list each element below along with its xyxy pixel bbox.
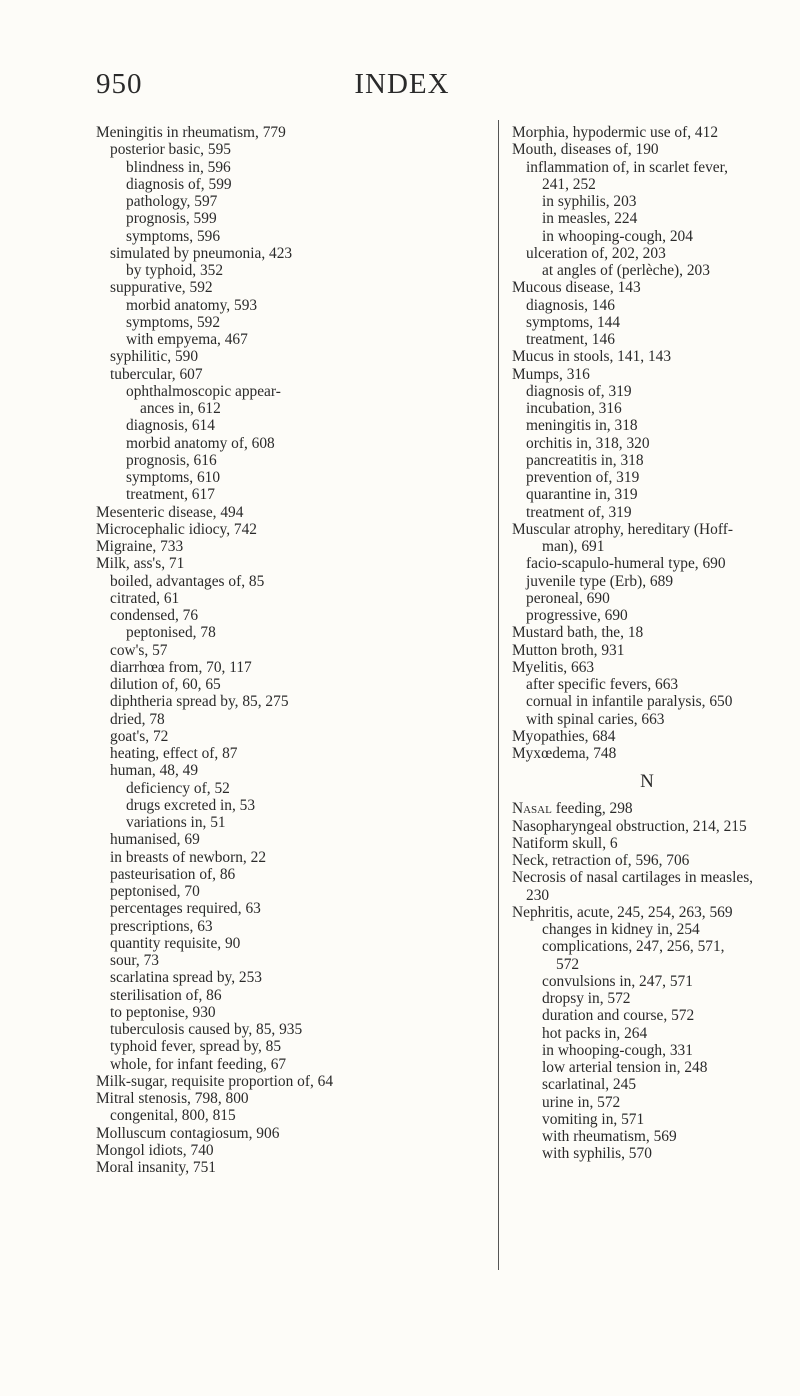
index-subentry: by typhoid, 352 (126, 262, 224, 279)
index-subentry: changes in kidney in, 254 (542, 921, 700, 938)
index-subentry: boiled, advantages of, 85 (110, 572, 265, 590)
index-subentry: to peptonise, 930 (110, 1003, 216, 1021)
index-subentry: diagnosis, 146 (526, 296, 615, 314)
index-subentry: prevention of, 319 (526, 469, 640, 486)
index-column-left (96, 124, 482, 1176)
index-subentry: in whooping-cough, 204 (542, 227, 693, 245)
index-subentry: ophthalmoscopic appear- (126, 382, 281, 400)
index-subentry: peptonised, 70 (110, 883, 200, 900)
index-entry: Mumps, 316 (512, 365, 590, 383)
index-entry: Nasopharyngeal obstruction, 214, 215 (512, 817, 747, 835)
index-subentry: ances in, 612 (140, 400, 221, 417)
index-subentry: simulated by pneumonia, 423 (110, 244, 293, 262)
index-entry: Microcephalic idiocy, 742 (96, 520, 257, 538)
index-subentry: cow's, 57 (110, 641, 168, 659)
index-subentry: sterilisation of, 86 (110, 986, 222, 1004)
index-entry (512, 800, 782, 817)
index-subentry: prescriptions, 63 (110, 917, 213, 935)
index-entry: Nephritis, acute, 245, 254, 263, 569 (512, 903, 733, 921)
index-entry: Mucus in stools, 141, 143 (512, 348, 672, 366)
index-subentry: dried, 78 (110, 710, 165, 728)
column-divider (498, 120, 499, 1270)
index-subentry: at angles of (perlèche), 203 (542, 262, 710, 279)
index-entry: Myelitis, 663 (512, 658, 595, 676)
index-subentry: ulceration of, 202, 203 (526, 244, 666, 262)
index-subentry: variations in, 51 (126, 814, 226, 831)
index-entry: Meningitis in rheumatism, 779 (96, 124, 286, 141)
index-subentry: peptonised, 78 (126, 624, 216, 642)
index-subentry: with spinal caries, 663 (526, 710, 665, 728)
index-entry: Mutton broth, 931 (512, 641, 625, 659)
index-subentry: drugs excreted in, 53 (126, 796, 256, 814)
index-subentry: percentages required, 63 (110, 900, 261, 918)
index-subentry: 572 (556, 955, 580, 973)
index-entry: Necrosis of nasal cartilages in measles, (512, 869, 754, 887)
index-subentry: quantity requisite, 90 (110, 934, 241, 952)
index-entry: Milk-sugar, requisite proportion of, 64 (96, 1072, 334, 1090)
index-subentry: diagnosis of, 599 (126, 175, 232, 193)
index-subentry: pathology, 597 (126, 193, 218, 210)
index-subentry: urine in, 572 (542, 1093, 621, 1111)
index-subentry: citrated, 61 (110, 589, 180, 607)
index-subentry: whole, for infant feeding, 67 (110, 1055, 287, 1073)
index-subentry: pasteurisation of, 86 (110, 865, 236, 883)
index-subentry: sour, 73 (110, 952, 159, 969)
index-entry: Milk, ass's, 71 (96, 555, 185, 573)
index-subentry: hot packs in, 264 (542, 1024, 648, 1042)
index-entry: Mustard bath, the, 18 (512, 624, 644, 642)
index-subentry: symptoms, 610 (126, 469, 221, 486)
index-entry: Muscular atrophy, hereditary (Hoff- (512, 520, 733, 538)
index-subentry: after specific fevers, 663 (526, 676, 679, 693)
index-subentry: diagnosis, 614 (126, 417, 215, 435)
index-subentry: treatment of, 319 (526, 503, 632, 521)
index-subentry: typhoid fever, spread by, 85 (110, 1038, 282, 1056)
index-subentry: scarlatinal, 245 (542, 1076, 637, 1094)
index-subentry: in syphilis, 203 (542, 193, 637, 210)
index-subentry: quarantine in, 319 (526, 486, 638, 504)
index-subentry: with rheumatism, 569 (542, 1128, 677, 1145)
index-subentry: juvenile type (Erb), 689 (526, 572, 674, 590)
index-entry-text: Nasal feeding, 298 (512, 800, 633, 818)
index-entry: Mongol idiots, 740 (96, 1141, 214, 1159)
index-subentry: low arterial tension in, 248 (542, 1059, 708, 1076)
index-subentry: congenital, 800, 815 (110, 1107, 236, 1125)
index-entry: Morphia, hypodermic use of, 412 (512, 124, 719, 141)
index-subentry: progressive, 690 (526, 607, 628, 624)
index-subentry: diarrhœa from, 70, 117 (110, 658, 252, 676)
index-subentry: prognosis, 599 (126, 210, 217, 228)
index-subentry: syphilitic, 590 (110, 348, 199, 366)
index-subentry: treatment, 617 (126, 486, 215, 504)
index-subentry: duration and course, 572 (542, 1007, 695, 1025)
index-subentry: with syphilis, 570 (542, 1145, 652, 1163)
index-subentry: vomiting in, 571 (542, 1110, 645, 1128)
index-subentry: symptoms, 592 (126, 313, 221, 331)
index-subentry: pancreatitis in, 318 (526, 451, 644, 469)
index-column-right (512, 124, 782, 1163)
index-entry: Natiform skull, 6 (512, 834, 618, 852)
page-title: INDEX (354, 68, 450, 100)
index-subentry: dropsy in, 572 (542, 990, 631, 1007)
index-entry: Molluscum contagiosum, 906 (96, 1124, 280, 1142)
index-subentry: treatment, 146 (526, 331, 615, 348)
page-header (96, 68, 708, 108)
index-subentry: man), 691 (542, 538, 605, 555)
index-subentry: prognosis, 616 (126, 451, 217, 469)
index-subentry: condensed, 76 (110, 607, 199, 624)
index-subentry: 230 (526, 886, 550, 904)
index-subentry: meningitis in, 318 (526, 417, 638, 435)
index-subentry: incubation, 316 (526, 400, 622, 417)
index-entry: Mouth, diseases of, 190 (512, 141, 659, 159)
index-subentry: scarlatina spread by, 253 (110, 969, 262, 987)
page-number: 950 (96, 68, 143, 100)
index-subentry: symptoms, 596 (126, 227, 221, 245)
index-section-n (512, 800, 782, 1162)
index-subentry: human, 48, 49 (110, 762, 199, 780)
index-entry: Mitral stenosis, 798, 800 (96, 1090, 249, 1107)
index-subentry: diphtheria spread by, 85, 275 (110, 693, 289, 711)
index-section-m (512, 124, 782, 762)
index-entry: Migraine, 733 (96, 538, 184, 555)
index-subentry: goat's, 72 (110, 727, 169, 745)
index-subentry: suppurative, 592 (110, 279, 213, 297)
index-subentry: blindness in, 596 (126, 158, 231, 176)
index-subentry: diagnosis of, 319 (526, 382, 632, 400)
index-subentry: cornual in infantile paralysis, 650 (526, 693, 733, 711)
section-letter-n: N (640, 771, 654, 793)
index-subentry: in whooping-cough, 331 (542, 1041, 693, 1059)
index-subentry: facio-scapulo-humeral type, 690 (526, 555, 726, 573)
index-subentry: in measles, 224 (542, 210, 638, 228)
index-subentry: convulsions in, 247, 571 (542, 972, 693, 990)
index-entry: Mucous disease, 143 (512, 279, 641, 297)
index-subentry: inflammation of, in scarlet fever, (526, 158, 728, 176)
index-subentry: heating, effect of, 87 (110, 745, 238, 762)
index-entry: Neck, retraction of, 596, 706 (512, 852, 690, 869)
index-subentry: in breasts of newborn, 22 (110, 848, 267, 866)
index-entry: Myopathies, 684 (512, 727, 616, 745)
index-entry: Mesenteric disease, 494 (96, 503, 244, 521)
index-entry: Moral insanity, 751 (96, 1159, 216, 1176)
index-subentry: dilution of, 60, 65 (110, 676, 221, 693)
index-subentry: 241, 252 (542, 175, 596, 193)
index-subentry: morbid anatomy, 593 (126, 296, 258, 314)
index-subentry: posterior basic, 595 (110, 141, 231, 159)
index-subentry: humanised, 69 (110, 831, 200, 849)
index-entry: Myxœdema, 748 (512, 745, 617, 762)
index-subentry: peroneal, 690 (526, 589, 610, 607)
index-subentry: orchitis in, 318, 320 (526, 434, 650, 452)
index-subentry: symptoms, 144 (526, 313, 621, 331)
index-subentry: with empyema, 467 (126, 331, 248, 348)
index-subentry: tuberculosis caused by, 85, 935 (110, 1021, 303, 1038)
index-subentry: deficiency of, 52 (126, 779, 230, 797)
index-subentry: tubercular, 607 (110, 365, 203, 383)
index-subentry: complications, 247, 256, 571, (542, 938, 725, 956)
index-subentry: morbid anatomy of, 608 (126, 434, 275, 452)
